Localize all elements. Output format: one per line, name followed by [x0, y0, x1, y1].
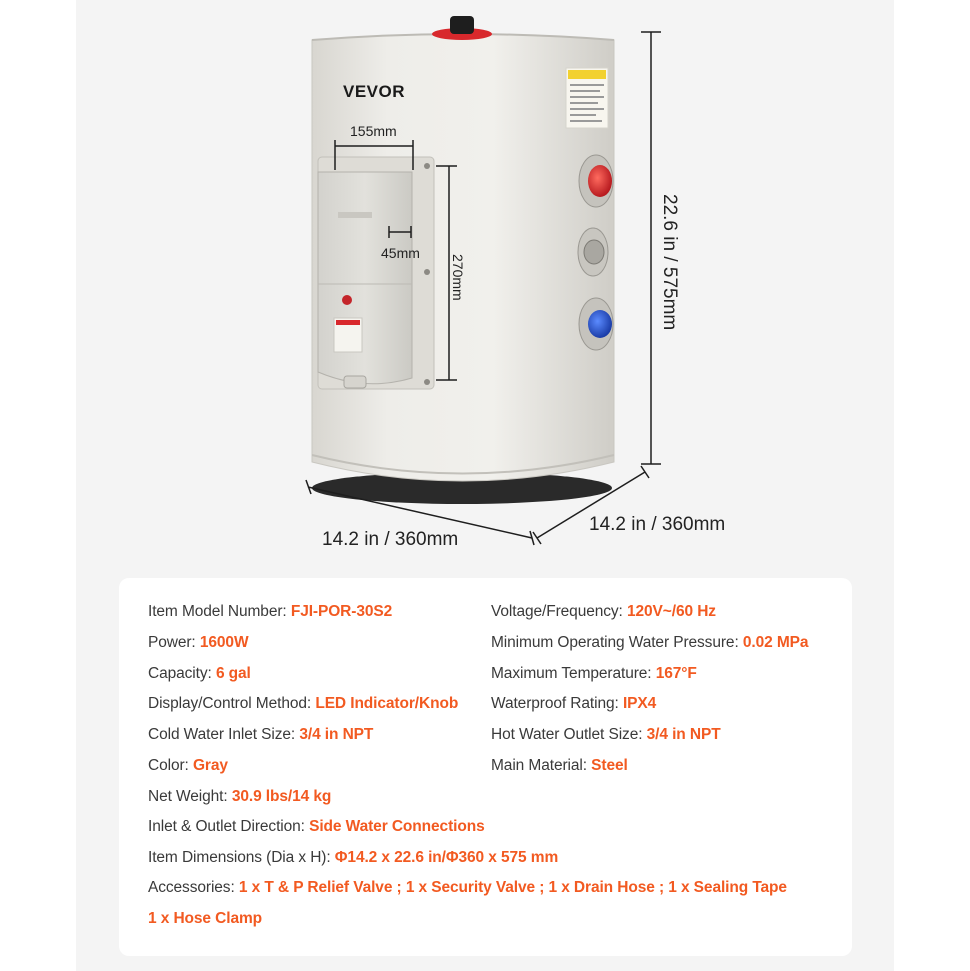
spec-label: Waterproof Rating:	[491, 695, 619, 712]
control-box-depth-label: 45mm	[381, 245, 420, 261]
spec-label: Minimum Operating Water Pressure:	[491, 634, 739, 651]
spec-value: FJI-POR-30S2	[290, 603, 393, 620]
spec-color	[148, 757, 228, 775]
spec-value: Φ14.2 x 22.6 in/Φ360 x 575 mm	[334, 849, 559, 866]
height-label: 22.6 in / 575mm	[659, 194, 680, 331]
spec-label: Cold Water Inlet Size:	[148, 726, 296, 743]
spec-capacity	[148, 665, 251, 683]
spec-value: 3/4 in NPT	[299, 726, 374, 743]
spec-waterproof	[491, 695, 656, 713]
control-box-width-label: 155mm	[350, 123, 397, 139]
spec-label: Main Material:	[491, 757, 587, 774]
spec-value: Steel	[591, 757, 628, 774]
spec-value: 0.02 MPa	[742, 634, 809, 651]
spec-value: Side Water Connections	[309, 818, 485, 835]
spec-value: IPX4	[622, 695, 657, 712]
spec-display	[148, 695, 458, 713]
spec-label: Hot Water Outlet Size:	[491, 726, 643, 743]
spec-value: 30.9 lbs/14 kg	[231, 788, 332, 805]
spec-label: Item Dimensions (Dia x H):	[148, 849, 331, 866]
spec-label: Color:	[148, 757, 189, 774]
spec-value: 167°F	[655, 665, 697, 682]
spec-direction	[148, 818, 485, 836]
spec-label: Inlet & Outlet Direction:	[148, 818, 305, 835]
spec-value: LED Indicator/Knob	[315, 695, 459, 712]
spec-value: 6 gal	[215, 665, 251, 682]
spec-label: Net Weight:	[148, 788, 228, 805]
spec-pressure	[491, 634, 808, 652]
front-diameter-label: 14.2 in / 360mm	[322, 529, 459, 550]
control-box-height-label: 270mm	[450, 254, 466, 301]
spec-label: Capacity:	[148, 665, 212, 682]
spec-maxtemp	[491, 665, 697, 683]
spec-model	[148, 603, 392, 621]
spec-label: Display/Control Method:	[148, 695, 312, 712]
spec-item-dimensions	[148, 849, 558, 867]
spec-label: Power:	[148, 634, 196, 651]
spec-power	[148, 634, 249, 652]
brand-logo: VEVOR	[343, 82, 406, 101]
spec-value: 1 x Hose Clamp	[148, 910, 263, 927]
spec-label: Voltage/Frequency:	[491, 603, 623, 620]
spec-label: Accessories:	[148, 879, 235, 896]
side-diameter-label: 14.2 in / 360mm	[589, 514, 726, 535]
spec-accessories	[148, 879, 787, 897]
spec-accessories-cont	[148, 910, 262, 928]
spec-voltage	[491, 603, 716, 621]
spec-value: 3/4 in NPT	[646, 726, 721, 743]
spec-value: 1 x T & P Relief Valve ; 1 x Security Valve ; 1 x Drain Hose ; 1 x Sealing Tape	[238, 879, 787, 896]
spec-value: 1600W	[199, 634, 249, 651]
spec-value: 120V~/60 Hz	[626, 603, 716, 620]
spec-cold-inlet	[148, 726, 373, 744]
spec-value: Gray	[192, 757, 228, 774]
spec-weight	[148, 788, 331, 806]
spec-label: Maximum Temperature:	[491, 665, 652, 682]
spec-hot-outlet	[491, 726, 721, 744]
spec-material	[491, 757, 628, 775]
spec-label: Item Model Number:	[148, 603, 287, 620]
